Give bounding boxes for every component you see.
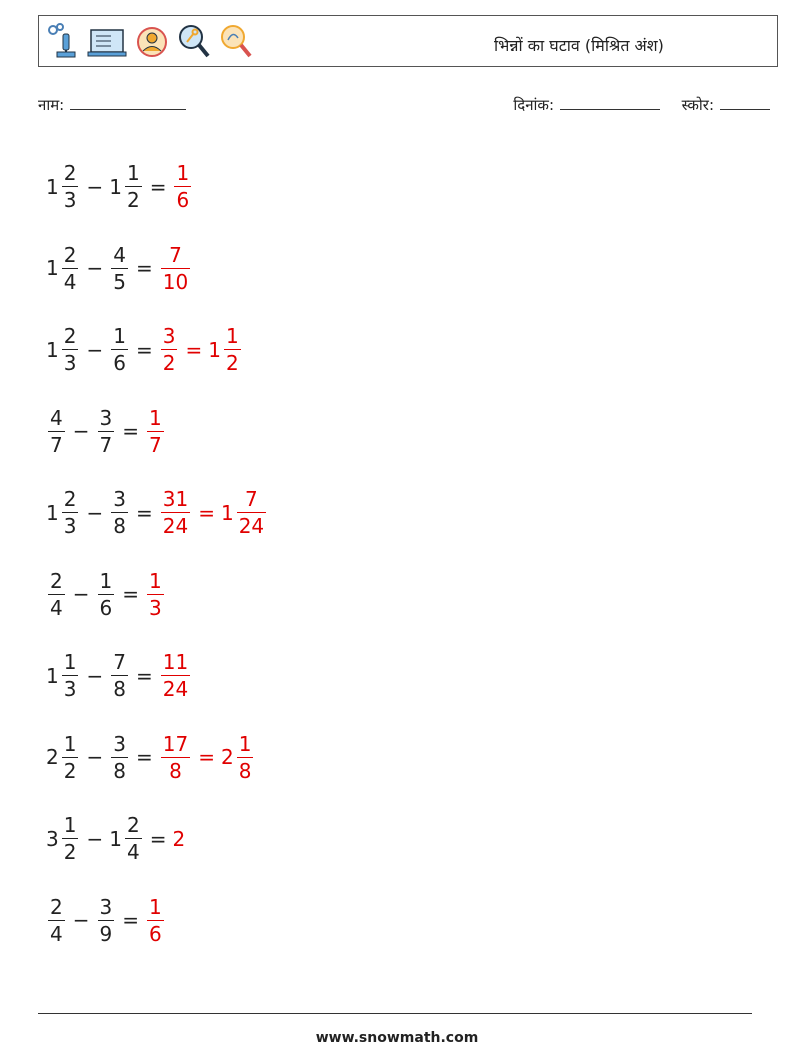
subtrahend-fraction [111, 731, 128, 783]
minuend [46, 731, 80, 783]
fraction-bar [62, 349, 79, 350]
subtrahend-numerator: 1 [126, 161, 140, 186]
minuend-fraction [62, 242, 79, 294]
minus-sign: − [72, 419, 90, 444]
fraction-bar [62, 675, 79, 676]
equals-sign: = [122, 582, 139, 607]
fraction-bar [161, 349, 178, 350]
answer-mixed-denominator: 2 [225, 351, 239, 376]
subtrahend-denominator: 8 [113, 758, 126, 783]
answer-value-fraction [147, 405, 164, 457]
subtrahend-fraction [111, 487, 128, 539]
fraction-bar [98, 431, 115, 432]
minuend-whole: 1 [46, 500, 59, 525]
worksheet-header [38, 15, 778, 67]
answer-value-denominator: 3 [149, 595, 162, 620]
fraction-bar [111, 757, 128, 758]
fraction-bar [62, 757, 79, 758]
answer [145, 894, 166, 946]
answer-mixed-numerator: 1 [238, 731, 252, 756]
minuend-denominator: 4 [50, 921, 63, 946]
subtrahend-denominator: 8 [113, 514, 126, 539]
problem-row [46, 391, 268, 473]
header-icons [45, 22, 253, 62]
subtrahend-numerator: 2 [126, 813, 140, 838]
subtrahend-numerator: 7 [113, 650, 126, 675]
minuend-denominator: 3 [63, 514, 77, 539]
subtrahend-whole: 1 [109, 174, 122, 199]
fraction-bar [62, 186, 79, 187]
subtrahend-numerator: 3 [113, 487, 126, 512]
fraction-bar [147, 594, 164, 595]
minuend [46, 568, 67, 620]
answer-mixed-whole: 1 [208, 337, 221, 362]
fraction-bar [161, 268, 190, 269]
answer-value-numerator: 1 [149, 894, 162, 919]
subtrahend [109, 650, 130, 702]
fraction-bar [147, 920, 164, 921]
minuend-whole: 1 [46, 663, 59, 688]
minuend [46, 405, 67, 457]
subtrahend-denominator: 6 [113, 351, 126, 376]
answer-value-fraction [161, 650, 190, 702]
subtrahend-denominator: 9 [99, 921, 113, 946]
answer-value-denominator: 7 [149, 432, 162, 457]
fraction-bar [125, 838, 142, 839]
answer [172, 161, 193, 213]
minus-sign: − [86, 826, 104, 851]
answer-value-fraction [161, 324, 178, 376]
minus-sign: − [86, 174, 104, 199]
subtrahend-denominator: 7 [99, 432, 113, 457]
minuend-whole: 1 [46, 256, 59, 281]
fraction-bar [98, 594, 115, 595]
subtrahend-denominator: 4 [126, 840, 140, 865]
answer [159, 731, 256, 783]
answer-value-denominator: 10 [162, 269, 189, 294]
minuend-denominator: 3 [63, 188, 77, 213]
minuend [46, 650, 80, 702]
minuend-denominator: 4 [63, 269, 77, 294]
equals-sign: = [135, 256, 153, 281]
answer-value-whole: 2 [172, 826, 186, 851]
subtrahend-numerator: 1 [113, 324, 126, 349]
minuend-whole: 1 [46, 174, 59, 199]
answer-value-denominator: 6 [176, 188, 190, 213]
minus-sign: − [86, 500, 104, 525]
answer-value [145, 894, 166, 946]
minus-sign: − [86, 745, 104, 770]
answer-value [159, 650, 192, 702]
answer-value-denominator: 8 [169, 758, 182, 783]
answer-mixed-numerator: 1 [225, 324, 239, 349]
subtrahend-denominator: 5 [113, 269, 126, 294]
date-score-fields [513, 95, 770, 115]
subtrahend [109, 324, 130, 376]
answer-value-fraction [161, 487, 190, 539]
microscope-icon [45, 22, 79, 62]
fraction-bar [237, 512, 266, 513]
fraction-bar [62, 268, 79, 269]
score-label: स्कोर: [681, 96, 714, 114]
equals-sign: = [122, 419, 139, 444]
minuend-numerator: 1 [63, 731, 77, 756]
fraction-bar [224, 349, 241, 350]
subtrahend [96, 894, 117, 946]
subtrahend-fraction [111, 242, 128, 294]
subtrahend-numerator: 3 [99, 894, 113, 919]
fraction-bar [111, 675, 128, 676]
equals-sign: = [135, 663, 153, 688]
problem-row [46, 228, 268, 310]
minus-sign: − [72, 908, 90, 933]
minuend-whole: 2 [46, 745, 59, 770]
fraction-bar [48, 431, 65, 432]
fraction-bar [161, 675, 190, 676]
answer-value-denominator: 24 [162, 677, 189, 702]
subtrahend-denominator: 6 [99, 595, 113, 620]
fraction-bar [48, 920, 65, 921]
answer [159, 650, 192, 702]
fraction-bar [111, 268, 128, 269]
answer-value-numerator: 1 [149, 568, 162, 593]
answer-mixed-fraction [237, 731, 254, 783]
problem-row [46, 880, 268, 962]
subtrahend-fraction [98, 405, 115, 457]
equals-sign: = [122, 908, 139, 933]
subtrahend [109, 161, 143, 213]
minuend-fraction [48, 894, 65, 946]
answer-mixed-denominator: 8 [238, 758, 252, 783]
minuend-whole: 1 [46, 337, 59, 362]
equals-sign: = [135, 500, 153, 525]
problem-row [46, 798, 268, 880]
minuend-denominator: 2 [63, 758, 77, 783]
answer-value [172, 827, 186, 851]
minus-sign: − [72, 582, 90, 607]
footer-site: www.snowmath.com [315, 1030, 479, 1046]
minus-sign: − [86, 337, 104, 362]
equals-sign: = [149, 826, 167, 851]
answer-mixed-fraction [237, 487, 266, 539]
answer-value [145, 568, 166, 620]
minuend [46, 813, 80, 865]
date-label: दिनांक: [513, 96, 554, 114]
minuend [46, 242, 80, 294]
equals-sign: = [135, 337, 153, 362]
minuend-numerator: 2 [50, 568, 63, 593]
equals-sign: = [198, 745, 215, 770]
fraction-bar [62, 512, 79, 513]
fraction-bar [98, 920, 115, 921]
footer-divider [38, 1013, 752, 1014]
answer-value [172, 161, 193, 213]
answer-value-numerator: 7 [169, 242, 182, 267]
problem-row [46, 717, 268, 799]
subtrahend-denominator: 8 [113, 677, 126, 702]
subtrahend-numerator: 4 [113, 242, 126, 267]
minuend-denominator: 3 [63, 677, 77, 702]
answer [172, 827, 186, 851]
answer-mixed [220, 731, 255, 783]
answer-value-fraction [147, 894, 164, 946]
subtrahend-fraction [98, 894, 115, 946]
answer-value-fraction [147, 568, 164, 620]
answer-value-numerator: 3 [162, 324, 176, 349]
minuend-fraction [62, 813, 79, 865]
problem-list [46, 146, 268, 961]
answer-mixed-numerator: 7 [245, 487, 258, 512]
answer-value-numerator: 31 [162, 487, 189, 512]
answer-value-denominator: 6 [149, 921, 162, 946]
equals-sign: = [135, 745, 153, 770]
name-field [38, 95, 186, 115]
minuend-fraction [62, 324, 79, 376]
answer-value-denominator: 24 [162, 514, 189, 539]
magnifier-map-icon [219, 22, 253, 62]
answer-value [159, 324, 180, 376]
subtrahend [109, 242, 130, 294]
subtrahend-fraction [125, 161, 142, 213]
problem-row [46, 472, 268, 554]
equals-sign: = [149, 174, 167, 199]
answer-mixed-denominator: 24 [238, 514, 265, 539]
subtrahend-numerator: 3 [99, 405, 113, 430]
name-line[interactable] [70, 95, 186, 110]
minuend-numerator: 2 [63, 324, 77, 349]
minus-sign: − [86, 663, 104, 688]
subtrahend-fraction [125, 813, 142, 865]
subtrahend-numerator: 3 [113, 731, 126, 756]
subtrahend-denominator: 2 [126, 188, 140, 213]
answer-value-numerator: 17 [162, 731, 189, 756]
subtrahend [109, 813, 143, 865]
minuend-numerator: 1 [63, 813, 77, 838]
date-line[interactable] [560, 95, 660, 110]
minuend [46, 324, 80, 376]
fraction-bar [111, 512, 128, 513]
minuend-numerator: 2 [63, 242, 77, 267]
fraction-bar [161, 757, 190, 758]
subtrahend-numerator: 1 [99, 568, 113, 593]
answer-mixed-whole: 1 [220, 500, 234, 525]
minuend-fraction [48, 568, 65, 620]
laptop-icon [87, 22, 127, 62]
subtrahend [96, 568, 117, 620]
fraction-bar [161, 512, 190, 513]
problem-row [46, 554, 268, 636]
problem-row [46, 146, 268, 228]
minuend-fraction [48, 405, 65, 457]
fraction-bar [48, 594, 65, 595]
minuend [46, 487, 80, 539]
minuend-fraction [62, 161, 79, 213]
name-label: नाम: [38, 96, 65, 114]
problem-row [46, 309, 268, 391]
minuend-whole: 3 [46, 826, 59, 851]
answer-mixed-fraction [224, 324, 241, 376]
answer [159, 242, 192, 294]
minuend-denominator: 7 [50, 432, 63, 457]
minuend-numerator: 1 [63, 650, 77, 675]
answer-value-fraction [161, 731, 190, 783]
answer-value [159, 731, 192, 783]
answer-value-fraction [161, 242, 190, 294]
subtrahend [96, 405, 117, 457]
answer-mixed-whole: 2 [220, 745, 234, 770]
equals-sign: = [185, 337, 203, 362]
user-target-icon [135, 22, 169, 62]
fraction-bar [237, 757, 254, 758]
answer-value [159, 487, 192, 539]
fraction-bar [62, 838, 79, 839]
minuend-fraction [62, 487, 79, 539]
minus-sign: − [86, 256, 104, 281]
answer [159, 487, 268, 539]
answer-value-numerator: 1 [149, 405, 162, 430]
subtrahend [109, 731, 130, 783]
fraction-bar [111, 349, 128, 350]
subtrahend-fraction [111, 650, 128, 702]
answer-value [159, 242, 192, 294]
subtrahend [109, 487, 130, 539]
minuend-denominator: 3 [63, 351, 77, 376]
fraction-bar [147, 431, 164, 432]
answer-value-denominator: 2 [162, 351, 176, 376]
subtrahend-fraction [111, 324, 128, 376]
answer [145, 568, 166, 620]
answer-value [145, 405, 166, 457]
fraction-bar [174, 186, 191, 187]
subtrahend-fraction [98, 568, 115, 620]
subtrahend-whole: 1 [109, 826, 122, 851]
minuend-denominator: 4 [50, 595, 63, 620]
fraction-bar [125, 186, 142, 187]
minuend-numerator: 2 [50, 894, 63, 919]
magnifier-key-icon [177, 22, 211, 62]
minuend-numerator: 4 [50, 405, 63, 430]
answer [145, 405, 166, 457]
answer-mixed [208, 324, 242, 376]
answer-value-numerator: 11 [162, 650, 189, 675]
minuend-numerator: 2 [63, 161, 77, 186]
minuend-numerator: 2 [63, 487, 77, 512]
minuend-denominator: 2 [63, 840, 77, 865]
minuend [46, 894, 67, 946]
minuend-fraction [62, 731, 79, 783]
problem-row [46, 635, 268, 717]
minuend [46, 161, 80, 213]
minuend-fraction [62, 650, 79, 702]
answer-mixed [220, 487, 268, 539]
score-line[interactable] [720, 95, 770, 110]
answer-value-numerator: 1 [176, 161, 190, 186]
equals-sign: = [198, 500, 215, 525]
answer-value-fraction [174, 161, 191, 213]
worksheet-title: भिन्नों का घटाव (मिश्रित अंश) [494, 36, 664, 55]
answer [159, 324, 243, 376]
